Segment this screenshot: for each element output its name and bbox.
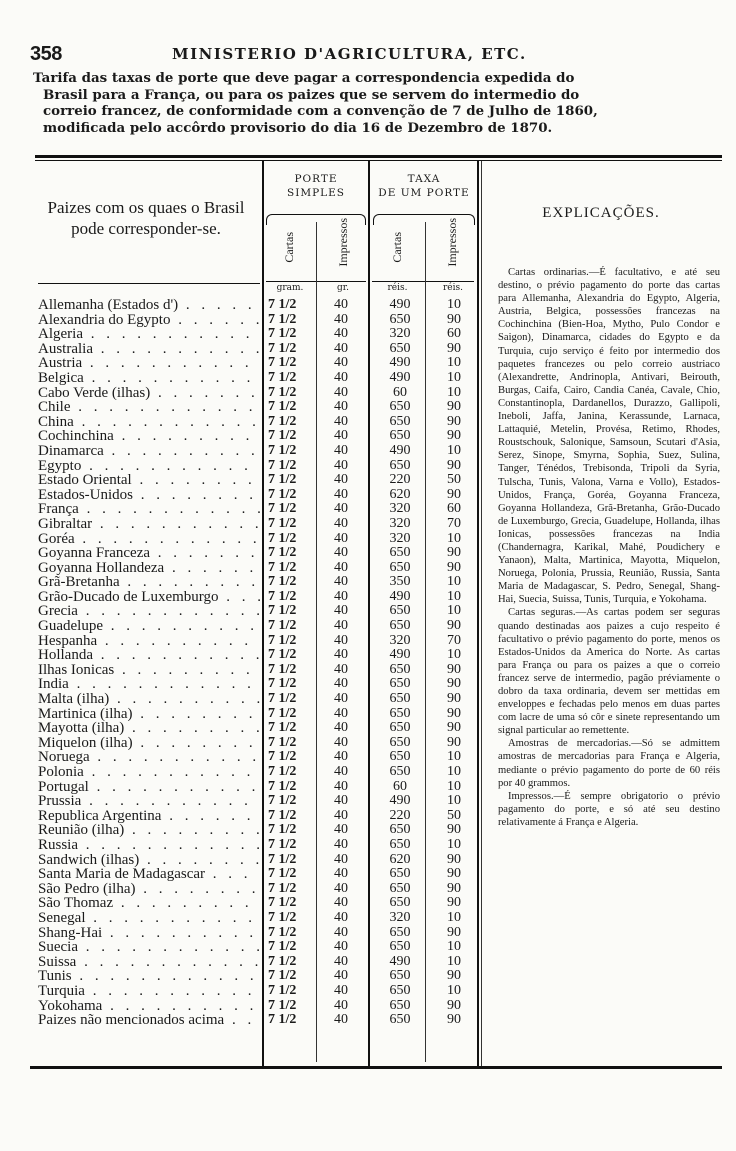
country-name: Republica Argentina . . . — [38, 809, 260, 824]
running-head: MINISTERIO D'AGRICULTURA, ETC. — [172, 45, 527, 63]
porte-impressos: 40 — [334, 691, 348, 707]
group-label: DE UM PORTE — [378, 187, 470, 199]
title-line: correio francez, de conformidade com a convenção de 7 de Julho de 1860, — [43, 103, 598, 119]
porte-impressos: 40 — [334, 384, 348, 400]
header-divider-taxa — [372, 281, 474, 282]
porte-impressos: 40 — [334, 369, 348, 385]
porte-cartas: 7 1/2 — [268, 968, 297, 984]
porte-impressos: 40 — [334, 588, 348, 604]
country-name: Turquia . . . — [38, 984, 260, 999]
porte-cartas: 7 1/2 — [268, 297, 297, 312]
taxa-impressos: 90 — [447, 545, 461, 561]
group-header-taxa — [370, 172, 478, 200]
porte-cartas: 7 1/2 — [268, 661, 297, 677]
country-name: Martinica (ilha) . . . — [38, 707, 260, 722]
taxa-cartas: 650 — [389, 545, 411, 561]
porte-impressos: 40 — [334, 311, 348, 327]
porte-impressos: 40 — [334, 661, 348, 677]
country-name: Suissa . . . — [38, 955, 260, 970]
col-divider — [316, 222, 317, 1062]
country-name: Egypto . . . — [38, 459, 260, 474]
taxa-cartas: 650 — [389, 924, 411, 940]
porte-impressos: 40 — [334, 297, 348, 312]
porte-impressos: 40 — [334, 545, 348, 561]
porte-cartas: 7 1/2 — [268, 676, 297, 692]
taxa-impressos: 50 — [447, 472, 461, 488]
porte-impressos: 40 — [334, 515, 348, 531]
country-name: Noruega . . . — [38, 750, 260, 765]
porte-cartas: 7 1/2 — [268, 982, 297, 998]
unit-label: gram. — [276, 283, 304, 293]
taxa-cartas: 650 — [389, 880, 411, 896]
taxa-impressos: 90 — [447, 822, 461, 838]
taxa-cartas: 650 — [389, 997, 411, 1013]
porte-impressos: 40 — [334, 442, 348, 458]
porte-impressos: 40 — [334, 997, 348, 1013]
taxa-impressos: 60 — [447, 501, 461, 517]
country-name: Hollanda . . . — [38, 648, 260, 663]
taxa-cartas: 490 — [389, 297, 411, 312]
porte-cartas: 7 1/2 — [268, 764, 297, 779]
taxa-impressos: 10 — [447, 530, 461, 546]
taxa-cartas: 650 — [389, 720, 411, 736]
porte-cartas: 7 1/2 — [268, 836, 297, 852]
country-name: Chile . . . — [38, 400, 260, 415]
porte-cartas: 7 1/2 — [268, 384, 297, 400]
country-name: França . . . — [38, 502, 260, 517]
taxa-cartas: 650 — [389, 705, 411, 721]
taxa-impressos: 10 — [447, 603, 461, 619]
porte-cartas: 7 1/2 — [268, 866, 297, 882]
country-name: Cabo Verde (ilhas) . . . — [38, 386, 260, 401]
taxa-impressos: 90 — [447, 399, 461, 415]
top-rule-thick — [35, 155, 722, 158]
taxa-cartas: 650 — [389, 836, 411, 852]
taxa-impressos: 90 — [447, 486, 461, 502]
title-line: Tarifa das taxas de porte que deve pagar a correspondencia expedida do — [33, 70, 575, 86]
country-name: Goréa . . . — [38, 532, 260, 547]
country-name: Malta (ilha) . . . — [38, 692, 260, 707]
taxa-cartas: 650 — [389, 413, 411, 429]
porte-cartas: 7 1/2 — [268, 924, 297, 940]
porte-cartas: 7 1/2 — [268, 734, 297, 750]
taxa-cartas: 490 — [389, 647, 411, 663]
porte-impressos: 40 — [334, 939, 348, 955]
taxa-impressos: 50 — [447, 807, 461, 823]
porte-impressos: 40 — [334, 953, 348, 969]
taxa-impressos: 90 — [447, 676, 461, 692]
porte-impressos: 40 — [334, 909, 348, 925]
unit-label: gr. — [337, 283, 349, 293]
porte-cartas: 7 1/2 — [268, 691, 297, 707]
brace-porte — [266, 214, 366, 225]
country-name: Belgica . . . — [38, 371, 260, 386]
porte-cartas: 7 1/2 — [268, 807, 297, 823]
porte-impressos: 40 — [334, 355, 348, 371]
taxa-impressos: 10 — [447, 793, 461, 809]
porte-cartas: 7 1/2 — [268, 939, 297, 955]
taxa-cartas: 490 — [389, 355, 411, 371]
taxa-cartas: 350 — [389, 574, 411, 590]
country-name: Algeria . . . — [38, 327, 260, 342]
porte-impressos: 40 — [334, 1012, 348, 1028]
taxa-impressos: 10 — [447, 909, 461, 925]
taxa-impressos: 10 — [447, 953, 461, 969]
porte-cartas: 7 1/2 — [268, 909, 297, 925]
taxa-impressos: 10 — [447, 647, 461, 663]
taxa-cartas: 650 — [389, 661, 411, 677]
porte-cartas: 7 1/2 — [268, 515, 297, 531]
taxa-cartas: 320 — [389, 326, 411, 342]
porte-impressos: 40 — [334, 618, 348, 634]
taxa-cartas: 650 — [389, 895, 411, 911]
porte-cartas: 7 1/2 — [268, 793, 297, 809]
porte-cartas: 7 1/2 — [268, 618, 297, 634]
taxa-impressos: 10 — [447, 574, 461, 590]
country-name: Estados-Unidos . . . — [38, 488, 260, 503]
country-name: Prussia . . . — [38, 794, 260, 809]
porte-impressos: 40 — [334, 501, 348, 517]
porte-cartas: 7 1/2 — [268, 369, 297, 385]
country-name: Portugal . . . — [38, 780, 260, 795]
country-name: Mayotta (ilha) . . . — [38, 721, 260, 736]
porte-cartas: 7 1/2 — [268, 953, 297, 969]
porte-impressos: 40 — [334, 326, 348, 342]
taxa-impressos: 90 — [447, 661, 461, 677]
country-column-header — [30, 197, 262, 239]
porte-cartas: 7 1/2 — [268, 413, 297, 429]
porte-impressos: 40 — [334, 807, 348, 823]
country-name: São Pedro (ilha) . . . — [38, 882, 260, 897]
taxa-cartas: 650 — [389, 749, 411, 765]
country-name: Paizes não mencionados acima . . . — [38, 1013, 260, 1028]
porte-cartas: 7 1/2 — [268, 705, 297, 721]
taxa-impressos: 10 — [447, 588, 461, 604]
taxa-cartas: 650 — [389, 676, 411, 692]
porte-impressos: 40 — [334, 399, 348, 415]
taxa-impressos: 10 — [447, 369, 461, 385]
explanation-amostras: Amostras de mercadorias.—Só se admittem amostras de mercadorias para França e Algeria, mediante o prévio pagamento do porte de 60 réis por 40 grammos. — [498, 738, 720, 789]
porte-impressos: 40 — [334, 472, 348, 488]
col-divider — [262, 161, 264, 1066]
taxa-cartas: 220 — [389, 807, 411, 823]
porte-cartas: 7 1/2 — [268, 822, 297, 838]
porte-cartas: 7 1/2 — [268, 326, 297, 342]
col-divider — [368, 161, 370, 1066]
country-name: Russia . . . — [38, 838, 260, 853]
taxa-impressos: 90 — [447, 734, 461, 750]
taxa-impressos: 90 — [447, 895, 461, 911]
unit-label: réis. — [443, 283, 463, 293]
porte-impressos: 40 — [334, 720, 348, 736]
taxa-impressos: 10 — [447, 749, 461, 765]
taxa-impressos: 90 — [447, 720, 461, 736]
country-name: Sandwich (ilhas) . . . — [38, 853, 260, 868]
country-name: Dinamarca . . . — [38, 444, 260, 459]
taxa-cartas: 490 — [389, 793, 411, 809]
taxa-impressos: 10 — [447, 836, 461, 852]
taxa-impressos: 90 — [447, 705, 461, 721]
taxa-impressos: 70 — [447, 515, 461, 531]
taxa-impressos: 90 — [447, 413, 461, 429]
taxa-cartas: 490 — [389, 588, 411, 604]
taxa-cartas: 320 — [389, 530, 411, 546]
explanation-cartas-seguras: Cartas seguras.—As cartas podem ser seguras quando destinadas aos paizes a cujo respeito é facultativo o prévio pagamento do porte, menos os Estados-Unidos da America do Norte. As cartas para França ou para os paizes a que o correio francez serve de intermedio, pagão préviamente o dobro da taxa ordinaria, devem ser mettidas em enveloppes e fechadas pelo menos em duas partes com lacre de uma só côr e sinete representando um signal particular ao remettente. — [498, 607, 720, 737]
porte-impressos: 40 — [334, 486, 348, 502]
group-label: SIMPLES — [287, 187, 345, 199]
unit-label: réis. — [387, 283, 408, 293]
porte-impressos: 40 — [334, 880, 348, 896]
porte-cartas: 7 1/2 — [268, 486, 297, 502]
taxa-impressos: 60 — [447, 326, 461, 342]
country-name: Alexandria do Egypto . . . — [38, 313, 260, 328]
country-name: Polonia . . . — [38, 765, 260, 780]
porte-impressos: 40 — [334, 836, 348, 852]
top-rule-thin — [35, 160, 722, 161]
taxa-cartas: 650 — [389, 559, 411, 575]
taxa-impressos: 90 — [447, 866, 461, 882]
porte-cartas: 7 1/2 — [268, 428, 297, 444]
taxa-impressos: 90 — [447, 559, 461, 575]
porte-cartas: 7 1/2 — [268, 472, 297, 488]
country-name: Australia . . . — [38, 342, 260, 357]
porte-cartas: 7 1/2 — [268, 851, 297, 867]
taxa-cartas: 650 — [389, 1012, 411, 1028]
header-line: pode corresponder-se. — [71, 219, 221, 238]
taxa-cartas: 650 — [389, 822, 411, 838]
porte-cartas: 7 1/2 — [268, 632, 297, 648]
porte-impressos: 40 — [334, 793, 348, 809]
country-name: India . . . — [38, 677, 260, 692]
taxa-cartas: 650 — [389, 428, 411, 444]
porte-cartas: 7 1/2 — [268, 574, 297, 590]
country-name: China . . . — [38, 415, 260, 430]
country-name: Allemanha (Estados d') . . . — [38, 298, 260, 313]
taxa-impressos: 90 — [447, 880, 461, 896]
porte-impressos: 40 — [334, 764, 348, 779]
country-name: Suecia . . . — [38, 940, 260, 955]
taxa-cartas: 650 — [389, 968, 411, 984]
taxa-cartas: 650 — [389, 764, 411, 779]
taxa-cartas: 220 — [389, 472, 411, 488]
country-name: Goyanna Franceza . . . — [38, 546, 260, 561]
porte-cartas: 7 1/2 — [268, 588, 297, 604]
group-header-porte-simples — [264, 172, 368, 200]
porte-cartas: 7 1/2 — [268, 778, 297, 794]
taxa-cartas: 490 — [389, 442, 411, 458]
taxa-cartas: 320 — [389, 515, 411, 531]
taxa-cartas: 650 — [389, 691, 411, 707]
taxa-cartas: 320 — [389, 501, 411, 517]
porte-cartas: 7 1/2 — [268, 442, 297, 458]
country-name: Gibraltar . . . — [38, 517, 260, 532]
taxa-impressos: 90 — [447, 968, 461, 984]
taxa-impressos: 90 — [447, 311, 461, 327]
porte-impressos: 40 — [334, 676, 348, 692]
country-name: Austria . . . — [38, 356, 260, 371]
taxa-impressos: 70 — [447, 632, 461, 648]
col-header-taxa-cartas: Cartas — [390, 232, 404, 263]
table-title — [33, 70, 703, 136]
col-header-taxa-impressos: Impressos — [445, 218, 459, 267]
taxa-impressos: 10 — [447, 297, 461, 312]
taxa-cartas: 60 — [393, 384, 407, 400]
porte-impressos: 40 — [334, 340, 348, 356]
porte-cartas: 7 1/2 — [268, 311, 297, 327]
country-name: Miquelon (ilha) . . . — [38, 736, 260, 751]
taxa-impressos: 10 — [447, 442, 461, 458]
porte-impressos: 40 — [334, 574, 348, 590]
porte-cartas: 7 1/2 — [268, 880, 297, 896]
bottom-rule — [30, 1066, 722, 1069]
taxa-cartas: 620 — [389, 851, 411, 867]
taxa-cartas: 650 — [389, 982, 411, 998]
porte-impressos: 40 — [334, 530, 348, 546]
col-divider — [481, 161, 482, 1066]
col-divider — [477, 161, 479, 1066]
taxa-impressos: 90 — [447, 851, 461, 867]
taxa-cartas: 620 — [389, 486, 411, 502]
porte-cartas: 7 1/2 — [268, 355, 297, 371]
taxa-cartas: 490 — [389, 369, 411, 385]
group-label: TAXA — [407, 173, 441, 185]
taxa-cartas: 490 — [389, 953, 411, 969]
country-name: Guadelupe . . . — [38, 619, 260, 634]
porte-cartas: 7 1/2 — [268, 559, 297, 575]
porte-cartas: 7 1/2 — [268, 530, 297, 546]
taxa-cartas: 650 — [389, 866, 411, 882]
porte-impressos: 40 — [334, 632, 348, 648]
porte-impressos: 40 — [334, 749, 348, 765]
explanation-cartas-ordinarias: Cartas ordinarias.—É facultativo, e até seu destino, o prévio pagamento do porte das cartas para Allemanha, Alexandria do Egypto, Algeria, Austria, Belgica, possessões francezas na Cochinchina (Bien-Hoa, Mytho, Pulo Condor e Saigon), Dinamarca, cidades do Egypto e da Turquia, cujo serviço é feito por intermedio dos paquetes francezes ou pelo correio austriaco (Alexandrette, Andrinopla, Antivari, Beirouth, Burgas, Caifa, Cairo, Candia Canéa, Cavale, Chio, Constantinopla, Dardanellos, Durazzo, Gallipoli, Ineboli, Jaffa, Janina, Kerassunde, Larnaca, Lattaquié, Metelin, Provésa, Retimo, Rhodes, Roustschouk, Salonique, Samsoun, Scutari d'Asia, Serez, Sinope, Smyrna, Sophia, Suez, Sulina, Tanger, Ténédos, Trebisonda, Tripoli da Syria, Tulscha, Tunis, Valona, Varna e Vollo), Estados-Unidos, França, Goréa, Goyanna Franceza, Goyanna Hollandeza, Grã-Bretanha, Grão-Ducado de Luxemburgo, Grecia, Guadelupe, Hollanda, ilhas Ionicas, possessões francezas na India (Chandernagra, Karikal, Mahé, Poudichery e Yanaon), Malta, Martinica, Mayotta, Miquelon, Noruega, Polonia, Prussia, Reunião, Russia, Santa Maria de Madagascar, S. Pedro, Senegal, Shang-Hai, Suecia, Suissa, Tunis, Turquia, e Yokohama. — [498, 267, 720, 606]
country-name: Estado Oriental . . . — [38, 473, 260, 488]
taxa-impressos: 90 — [447, 428, 461, 444]
porte-impressos: 40 — [334, 705, 348, 721]
taxa-impressos: 90 — [447, 618, 461, 634]
country-name: Goyanna Hollandeza . . . — [38, 561, 260, 576]
taxa-impressos: 10 — [447, 939, 461, 955]
porte-impressos: 40 — [334, 822, 348, 838]
taxa-cartas: 650 — [389, 603, 411, 619]
porte-impressos: 40 — [334, 647, 348, 663]
porte-impressos: 40 — [334, 866, 348, 882]
porte-cartas: 7 1/2 — [268, 720, 297, 736]
taxa-impressos: 90 — [447, 997, 461, 1013]
porte-impressos: 40 — [334, 734, 348, 750]
porte-impressos: 40 — [334, 457, 348, 473]
porte-cartas: 7 1/2 — [268, 501, 297, 517]
taxa-cartas: 650 — [389, 734, 411, 750]
title-line: modificada pelo accôrdo provisorio do dia 16 de Dezembro de 1870. — [43, 119, 553, 136]
porte-impressos: 40 — [334, 603, 348, 619]
country-name: Cochinchina . . . — [38, 429, 260, 444]
porte-cartas: 7 1/2 — [268, 997, 297, 1013]
header-divider-left — [38, 283, 260, 284]
taxa-cartas: 650 — [389, 399, 411, 415]
explanation-impressos: Impressos.—É sempre obrigatorio o prévio pagamento do porte, e só até seu destino relativamente á França e Algeria. — [498, 790, 720, 828]
taxa-cartas: 650 — [389, 939, 411, 955]
taxa-cartas: 650 — [389, 311, 411, 327]
porte-impressos: 40 — [334, 924, 348, 940]
taxa-impressos: 10 — [447, 355, 461, 371]
taxa-impressos: 90 — [447, 340, 461, 356]
explanations-body — [498, 266, 720, 829]
taxa-impressos: 10 — [447, 764, 461, 779]
group-label: PORTE — [294, 173, 338, 185]
country-name: Tunis . . . — [38, 969, 260, 984]
porte-cartas: 7 1/2 — [268, 545, 297, 561]
taxa-cartas: 60 — [393, 778, 407, 794]
porte-impressos: 40 — [334, 968, 348, 984]
country-name: Shang-Hai . . . — [38, 926, 260, 941]
taxa-impressos: 10 — [447, 384, 461, 400]
title-line: Brasil para a França, ou para os paizes que se servem do intermedio do — [43, 86, 580, 103]
taxa-impressos: 10 — [447, 778, 461, 794]
porte-impressos: 40 — [334, 778, 348, 794]
taxa-cartas: 320 — [389, 632, 411, 648]
porte-cartas: 7 1/2 — [268, 340, 297, 356]
country-name: Hespanha . . . — [38, 634, 260, 649]
col-header-porte-cartas: Cartas — [282, 232, 296, 263]
taxa-impressos: 90 — [447, 1012, 461, 1028]
taxa-impressos: 90 — [447, 457, 461, 473]
porte-impressos: 40 — [334, 851, 348, 867]
taxa-cartas: 320 — [389, 909, 411, 925]
porte-impressos: 40 — [334, 413, 348, 429]
porte-cartas: 7 1/2 — [268, 647, 297, 663]
porte-impressos: 40 — [334, 982, 348, 998]
porte-cartas: 7 1/2 — [268, 1012, 297, 1028]
taxa-cartas: 650 — [389, 340, 411, 356]
country-name: Reunião (ilha) . . . — [38, 823, 260, 838]
page-number: 358 — [30, 43, 62, 65]
taxa-cartas: 650 — [389, 457, 411, 473]
country-name: Grã-Bretanha . . . — [38, 575, 260, 590]
taxa-impressos: 90 — [447, 924, 461, 940]
taxa-impressos: 10 — [447, 982, 461, 998]
country-name: Ilhas Ionicas . . . — [38, 663, 260, 678]
porte-cartas: 7 1/2 — [268, 895, 297, 911]
explanations-title: EXPLICAÇÕES. — [542, 205, 660, 221]
porte-cartas: 7 1/2 — [268, 749, 297, 765]
taxa-cartas: 650 — [389, 618, 411, 634]
taxa-impressos: 90 — [447, 691, 461, 707]
porte-cartas: 7 1/2 — [268, 603, 297, 619]
porte-impressos: 40 — [334, 895, 348, 911]
country-name: Grecia . . . — [38, 604, 260, 619]
porte-impressos: 40 — [334, 559, 348, 575]
col-header-porte-impressos: Impressos — [336, 218, 350, 267]
porte-cartas: 7 1/2 — [268, 457, 297, 473]
country-name: Santa Maria de Madagascar . . . — [38, 867, 260, 882]
country-name: São Thomaz . . . — [38, 896, 260, 911]
porte-cartas: 7 1/2 — [268, 399, 297, 415]
porte-impressos: 40 — [334, 428, 348, 444]
country-name: Yokohama . . . — [38, 999, 260, 1014]
header-line: Paizes com os quaes o Brasil — [47, 198, 245, 217]
country-name: Senegal . . . — [38, 911, 260, 926]
col-divider — [425, 222, 426, 1062]
country-name: Grão-Ducado de Luxemburgo . . . — [38, 590, 260, 605]
